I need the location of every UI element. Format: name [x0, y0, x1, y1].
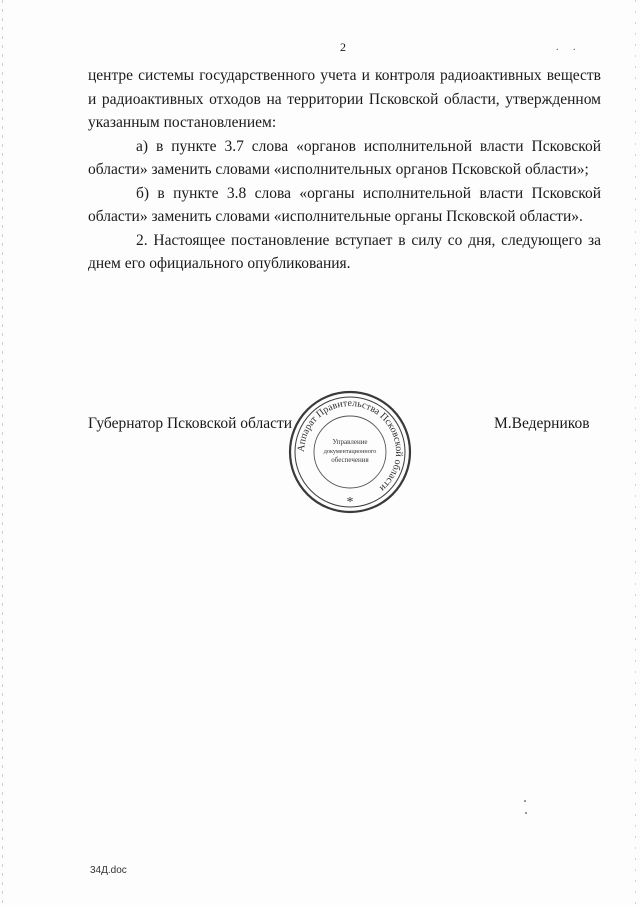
- scan-speck: [525, 812, 527, 814]
- scan-speck: [524, 800, 526, 802]
- scan-edge-right: [635, 0, 636, 905]
- signatory-name: М.Ведерников: [494, 415, 590, 432]
- scan-corner-marks: . .: [556, 42, 582, 53]
- seal-center-line-3: обеспечения: [331, 456, 369, 464]
- seal-ring-text: Аппарат Правительства Псковской области: [295, 397, 405, 494]
- paragraph-item-a: а) в пункте 3.7 слова «органов исполнительной власти Псковской области» заменить словами «исполнительных органов Псковской области»;: [88, 137, 601, 178]
- page-number: 2: [340, 40, 346, 54]
- seal-center-line-2: документационного: [323, 448, 377, 455]
- seal-center-line-1: Управление: [332, 438, 368, 446]
- scan-edge-left: [2, 0, 3, 905]
- signatory-position: Губернатор Псковской области: [88, 415, 293, 432]
- document-body: [88, 64, 601, 276]
- paragraph-section-2: 2. Настоящее постановление вступает в силу со дня, следующего за днем его официального опубликования.: [88, 231, 601, 272]
- paragraph-item-b: б) в пункте 3.8 слова «органы исполнительной власти Псковской области» заменить словами «исполнительные органы Псковской области».: [88, 184, 601, 225]
- paragraph-continuation: центре системы государственного учета и контроля радиоактивных веществ и радиоактивных отходов на территории Псковской области, утвержденном указанным постановлением:: [88, 67, 601, 131]
- file-name-footer: 34Д.doc: [90, 865, 127, 876]
- official-seal-stamp: [286, 388, 414, 516]
- seal-star-icon: *: [346, 495, 354, 510]
